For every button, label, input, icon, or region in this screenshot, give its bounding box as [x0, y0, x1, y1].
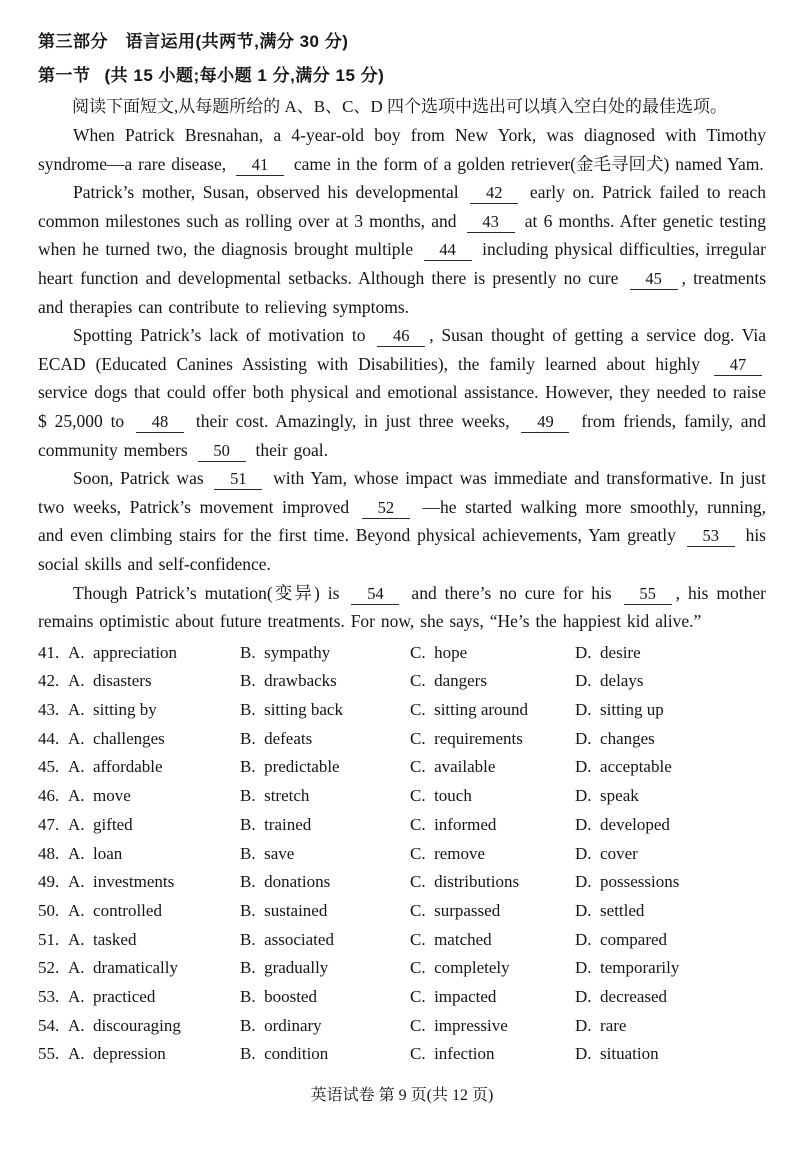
option-B: B. sympathy — [240, 642, 331, 662]
option-A: A. loan — [68, 843, 123, 863]
blank-48: 48 — [136, 413, 184, 433]
option-row-42 — [38, 671, 766, 700]
option-row-55 — [38, 1044, 766, 1073]
blank-49: 49 — [521, 413, 569, 433]
blank-44: 44 — [424, 241, 472, 261]
blank-55: 55 — [624, 585, 672, 605]
option-A: A. depression — [68, 1044, 166, 1064]
passage-paragraph: Though Patrick’s mutation(变异) is 54 and there’s no cure for his 55 , his mother remains optimistic about future treatments. For now, she says, “He’s the happiest kid alive.” — [38, 582, 766, 632]
blank-52: 52 — [362, 499, 410, 519]
option-D: D. sitting up — [575, 700, 664, 720]
option-C: C. impressive — [410, 1015, 508, 1035]
option-row-47 — [38, 815, 766, 844]
question-number: 54. — [38, 1015, 60, 1035]
option-row-53 — [38, 987, 766, 1016]
option-A: A. appreciation — [68, 642, 178, 662]
option-A: A. challenges — [68, 728, 165, 748]
options-list — [38, 643, 766, 1073]
instructions-text: 阅读下面短文,从每题所给的 A、B、C、D 四个选项中选出可以填入空白处的最佳选项。 — [72, 97, 727, 116]
question-number: 55. — [38, 1044, 60, 1064]
option-row-52 — [38, 958, 766, 987]
question-number: 48. — [38, 843, 60, 863]
passage-paragraph: When Patrick Bresnahan, a 4-year-old boy from New York, was diagnosed with Timothy syndrome—a rare disease, 41 came in the form of a golden retriever(金毛寻回犬) named Yam. — [38, 125, 766, 174]
option-row-48 — [38, 844, 766, 873]
page-footer: 英语试卷 第 9 页(共 12 页) — [310, 1087, 494, 1104]
option-row-54 — [38, 1016, 766, 1045]
blank-42: 42 — [470, 184, 518, 204]
option-A: A. sitting by — [68, 700, 157, 720]
option-B: B. drawbacks — [240, 671, 337, 691]
option-C: C. remove — [410, 843, 486, 863]
blank-51: 51 — [214, 470, 262, 490]
question-number: 45. — [38, 757, 60, 777]
passage-paragraph: Spotting Patrick’s lack of motivation to 46 , Susan thought of getting a service dog. Via ECAD (Educated Canines Assisting with Disabilities), the family learned about highly 47 service dogs that could offer both physical and emotional assistance. However, they needed to raise $ 25,000 to 48 their cost. Amazingly, in just three weeks, 49 from friends, family, and community members 50 their goal. — [38, 325, 766, 460]
section-heading — [38, 64, 766, 88]
blank-46: 46 — [377, 327, 425, 347]
option-A: A. discouraging — [68, 1015, 181, 1035]
question-number: 44. — [38, 728, 60, 748]
question-number: 47. — [38, 814, 60, 834]
option-D: D. situation — [575, 1044, 659, 1064]
option-B: B. trained — [240, 814, 312, 834]
option-A: A. investments — [68, 872, 175, 892]
option-row-41 — [38, 643, 766, 672]
option-row-50 — [38, 901, 766, 930]
question-number: 51. — [38, 929, 60, 949]
option-D: D. developed — [575, 814, 670, 834]
option-B: B. donations — [240, 872, 331, 892]
option-D: D. cover — [575, 843, 638, 863]
option-D: D. temporarily — [575, 958, 680, 978]
part-heading: 第三部分 语言运用(共两节,满分 30 分) — [38, 32, 349, 51]
option-C: C. distributions — [410, 872, 520, 892]
question-number: 46. — [38, 786, 60, 806]
option-row-49 — [38, 872, 766, 901]
option-row-46 — [38, 786, 766, 815]
option-C: C. infection — [410, 1044, 495, 1064]
option-C: C. completely — [410, 958, 510, 978]
option-C: C. sitting around — [410, 700, 529, 720]
option-A: A. dramatically — [68, 958, 178, 978]
blank-47: 47 — [714, 356, 762, 376]
option-D: D. changes — [575, 728, 655, 748]
option-C: C. requirements — [410, 728, 523, 748]
option-C: C. touch — [410, 786, 472, 806]
blank-54: 54 — [351, 585, 399, 605]
option-A: A. tasked — [68, 929, 137, 949]
option-D: D. rare — [575, 1015, 627, 1035]
option-A: A. move — [68, 786, 131, 806]
question-number: 49. — [38, 872, 60, 892]
passage-paragraph: Soon, Patrick was 51 with Yam, whose impact was immediate and transformative. In just two weeks, Patrick’s movement improved 52 —he started walking more smoothly, running, and even climbing stairs for the first time. Beyond physical achievements, Yam greatly 53 his social skills and self-confidence. — [38, 468, 766, 574]
section-detail: (共 15 小题;每小题 1 分,满分 15 分) — [104, 66, 385, 85]
option-C: C. dangers — [410, 671, 487, 691]
question-number: 52. — [38, 958, 60, 978]
option-A: A. controlled — [68, 900, 162, 920]
option-B: B. defeats — [240, 728, 313, 748]
option-D: D. compared — [575, 929, 668, 949]
option-B: B. sustained — [240, 900, 328, 920]
option-D: D. delays — [575, 671, 644, 691]
option-C: C. matched — [410, 929, 492, 949]
question-number: 41. — [38, 642, 60, 662]
option-B: B. associated — [240, 929, 334, 949]
option-D: D. acceptable — [575, 757, 672, 777]
option-B: B. boosted — [240, 986, 317, 1006]
blank-43: 43 — [467, 213, 515, 233]
option-C: C. impacted — [410, 986, 497, 1006]
option-D: D. speak — [575, 786, 639, 806]
question-number: 42. — [38, 671, 60, 691]
blank-50: 50 — [198, 442, 246, 462]
option-B: B. stretch — [240, 786, 310, 806]
option-D: D. possessions — [575, 872, 680, 892]
option-C: C. available — [410, 757, 496, 777]
blank-41: 41 — [236, 156, 284, 176]
question-number: 53. — [38, 986, 60, 1006]
section-label: 第一节 — [38, 66, 91, 85]
option-C: C. informed — [410, 814, 497, 834]
option-B: B. predictable — [240, 757, 340, 777]
blank-45: 45 — [630, 270, 678, 290]
option-B: B. sitting back — [240, 700, 343, 720]
option-D: D. settled — [575, 900, 645, 920]
option-row-51 — [38, 930, 766, 959]
option-C: C. surpassed — [410, 900, 501, 920]
option-D: D. decreased — [575, 986, 668, 1006]
option-B: B. save — [240, 843, 295, 863]
option-A: A. practiced — [68, 986, 156, 1006]
option-row-44 — [38, 729, 766, 758]
option-row-45 — [38, 757, 766, 786]
option-C: C. hope — [410, 642, 468, 662]
option-B: B. gradually — [240, 958, 329, 978]
option-A: A. affordable — [68, 757, 163, 777]
option-B: B. condition — [240, 1044, 329, 1064]
question-number: 50. — [38, 900, 60, 920]
option-B: B. ordinary — [240, 1015, 322, 1035]
option-row-43 — [38, 700, 766, 729]
option-A: A. disasters — [68, 671, 152, 691]
question-number: 43. — [38, 700, 60, 720]
blank-53: 53 — [687, 527, 735, 547]
option-A: A. gifted — [68, 814, 133, 834]
passage-paragraph: Patrick’s mother, Susan, observed his developmental 42 early on. Patrick failed to reach common milestones such as rolling over at 3 months, and 43 at 6 months. After genetic testing when he turned two, the diagnosis brought multiple 44 including physical difficulties, irregular heart function and developmental setbacks. Although there is presently no cure 45 , treatments and therapies can contribute to relieving symptoms. — [38, 182, 767, 317]
cloze-passage — [38, 121, 766, 636]
option-D: D. desire — [575, 642, 641, 662]
